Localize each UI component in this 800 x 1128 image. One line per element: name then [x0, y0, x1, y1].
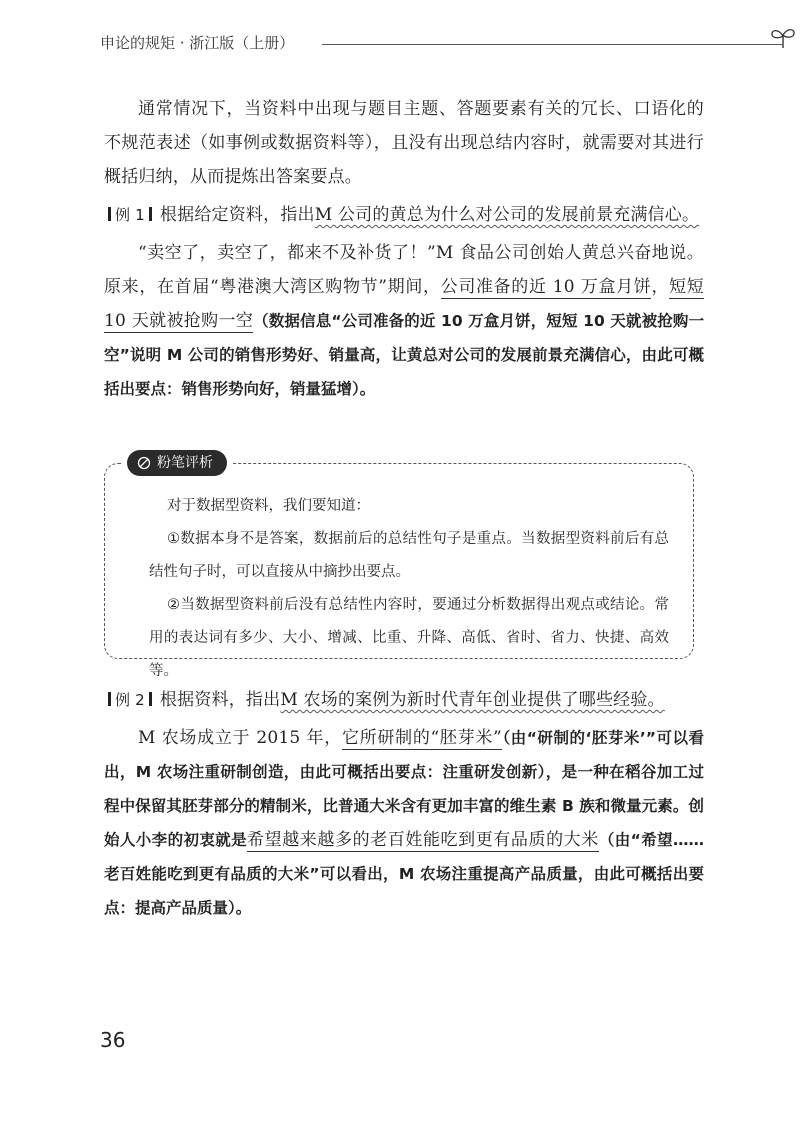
analysis-note-1: （数据信息“公司准备的近 10 万盒月饼，短短 10 天就被抢购一空”说明 M 公司的销售形势好、销量高，让黄总对公司的发展前景充满信心，由此可概括出要点：销售形势向好，销量猛增）。 — [104, 312, 704, 398]
section-one — [104, 92, 704, 406]
example-1-question-focus: M 公司的黄总为什么对公司的发展前景充满信心。 — [314, 205, 700, 225]
tip-box-body — [149, 490, 669, 688]
book-title: 申论的规矩 · 浙江版（上册） — [100, 34, 295, 52]
analysis-note-2a: （由“研制的‘胚芽米’”可以看出，M 农场注重研制创造，由此可概括出要点：注重研发创新），是一种在稻谷加工过程中保留其胚芽部分的精制米，比普通大米含有更加丰富的维生素 B 族和微量元素。创始人小李的初衷就是 — [104, 729, 704, 849]
header-rule — [322, 44, 782, 45]
intro-paragraph: 通常情况下，当资料中出现与题目主题、答题要素有关的冗长、口语化的不规范表述（如事例或数据资料等），且没有出现总结内容时，就需要对其进行概括归纳，从而提炼出答案要点。 — [104, 99, 704, 187]
underlined-phrase-2: 希望越来越多的老百姓能吃到更有品质的大米 — [247, 830, 599, 850]
example-1-tag: 例 1 — [104, 198, 156, 232]
underlined-phrase-1: 它所研制的“胚芽米” — [341, 728, 502, 748]
underlined-data-2: 短短 10 天就被抢购一空 — [104, 277, 705, 331]
example-2-question: 例 2 根据资料，指出M 农场的案例为新时代青年创业提供了哪些经验。 — [104, 683, 704, 717]
example-1-material: “卖空了，卖空了，都来不及补货了！”M 食品公司创始人黄总兴奋地说。原来，在首届“粤港澳大湾区购物节”期间，公司准备的近 10 万盒月饼，短短 10 天就被抢购一空（数据信息“公司准备的近 10 万盒月饼，短短 10 天就被抢购一空”说明 M 公司的销售形势好、销量高，让黄总对公司的发展前景充满信心，由此可概括出要点：销售形势向好，销量猛增）。 — [104, 243, 705, 398]
example-2-question-focus: M 农场的案例为新时代青年创业提供了哪些经验。 — [280, 690, 665, 710]
section-two — [104, 683, 704, 925]
tip-box — [104, 455, 694, 679]
sprout-icon — [768, 26, 798, 50]
chalk-icon — [137, 456, 151, 470]
page-number: 36 — [100, 1028, 126, 1052]
running-header — [100, 32, 700, 62]
underlined-data-1: 公司准备的近 10 万盒月饼 — [440, 277, 652, 297]
tip-line-3: ②当数据型资料前后没有总结性内容时，要通过分析数据得出观点或结论。常用的表达词有多少、大小、增减、比重、升降、高低、省时、省力、快捷、高效等。 — [149, 597, 669, 679]
example-2-tag: 例 2 — [104, 683, 156, 717]
analysis-note-2b: （由“希望……老百姓能吃到更有品质的大米”可以看出，M 农场注重提高产品质量，由此可概括出要点：提高产品质量）。 — [104, 831, 705, 917]
example-1-question: 例 1 根据给定资料，指出M 公司的黄总为什么对公司的发展前景充满信心。 — [104, 198, 704, 232]
example-2-material: M 农场成立于 2015 年，它所研制的“胚芽米”（由“研制的‘胚芽米’”可以看出，M 农场注重研制创造，由此可概括出要点：注重研发创新），是一种在稻谷加工过程中保留其胚芽部分的精制米，比普通大米含有更加丰富的维生素 B 族和微量元素。创始人小李的初衷就是希望越来越多的老百姓能吃到更有品质的大米（由“希望……老百姓能吃到更有品质的大米”可以看出，M 农场注重提高产品质量，由此可概括出要点：提高产品质量）。 — [104, 728, 705, 917]
tip-box-label: 粉笔评析 — [127, 450, 227, 476]
tip-line-2: ①数据本身不是答案，数据前后的总结性句子是重点。当数据型资料前后有总结性句子时，可以直接从中摘抄出要点。 — [149, 531, 669, 580]
tip-line-1: 对于数据型资料，我们要知道： — [167, 498, 370, 514]
